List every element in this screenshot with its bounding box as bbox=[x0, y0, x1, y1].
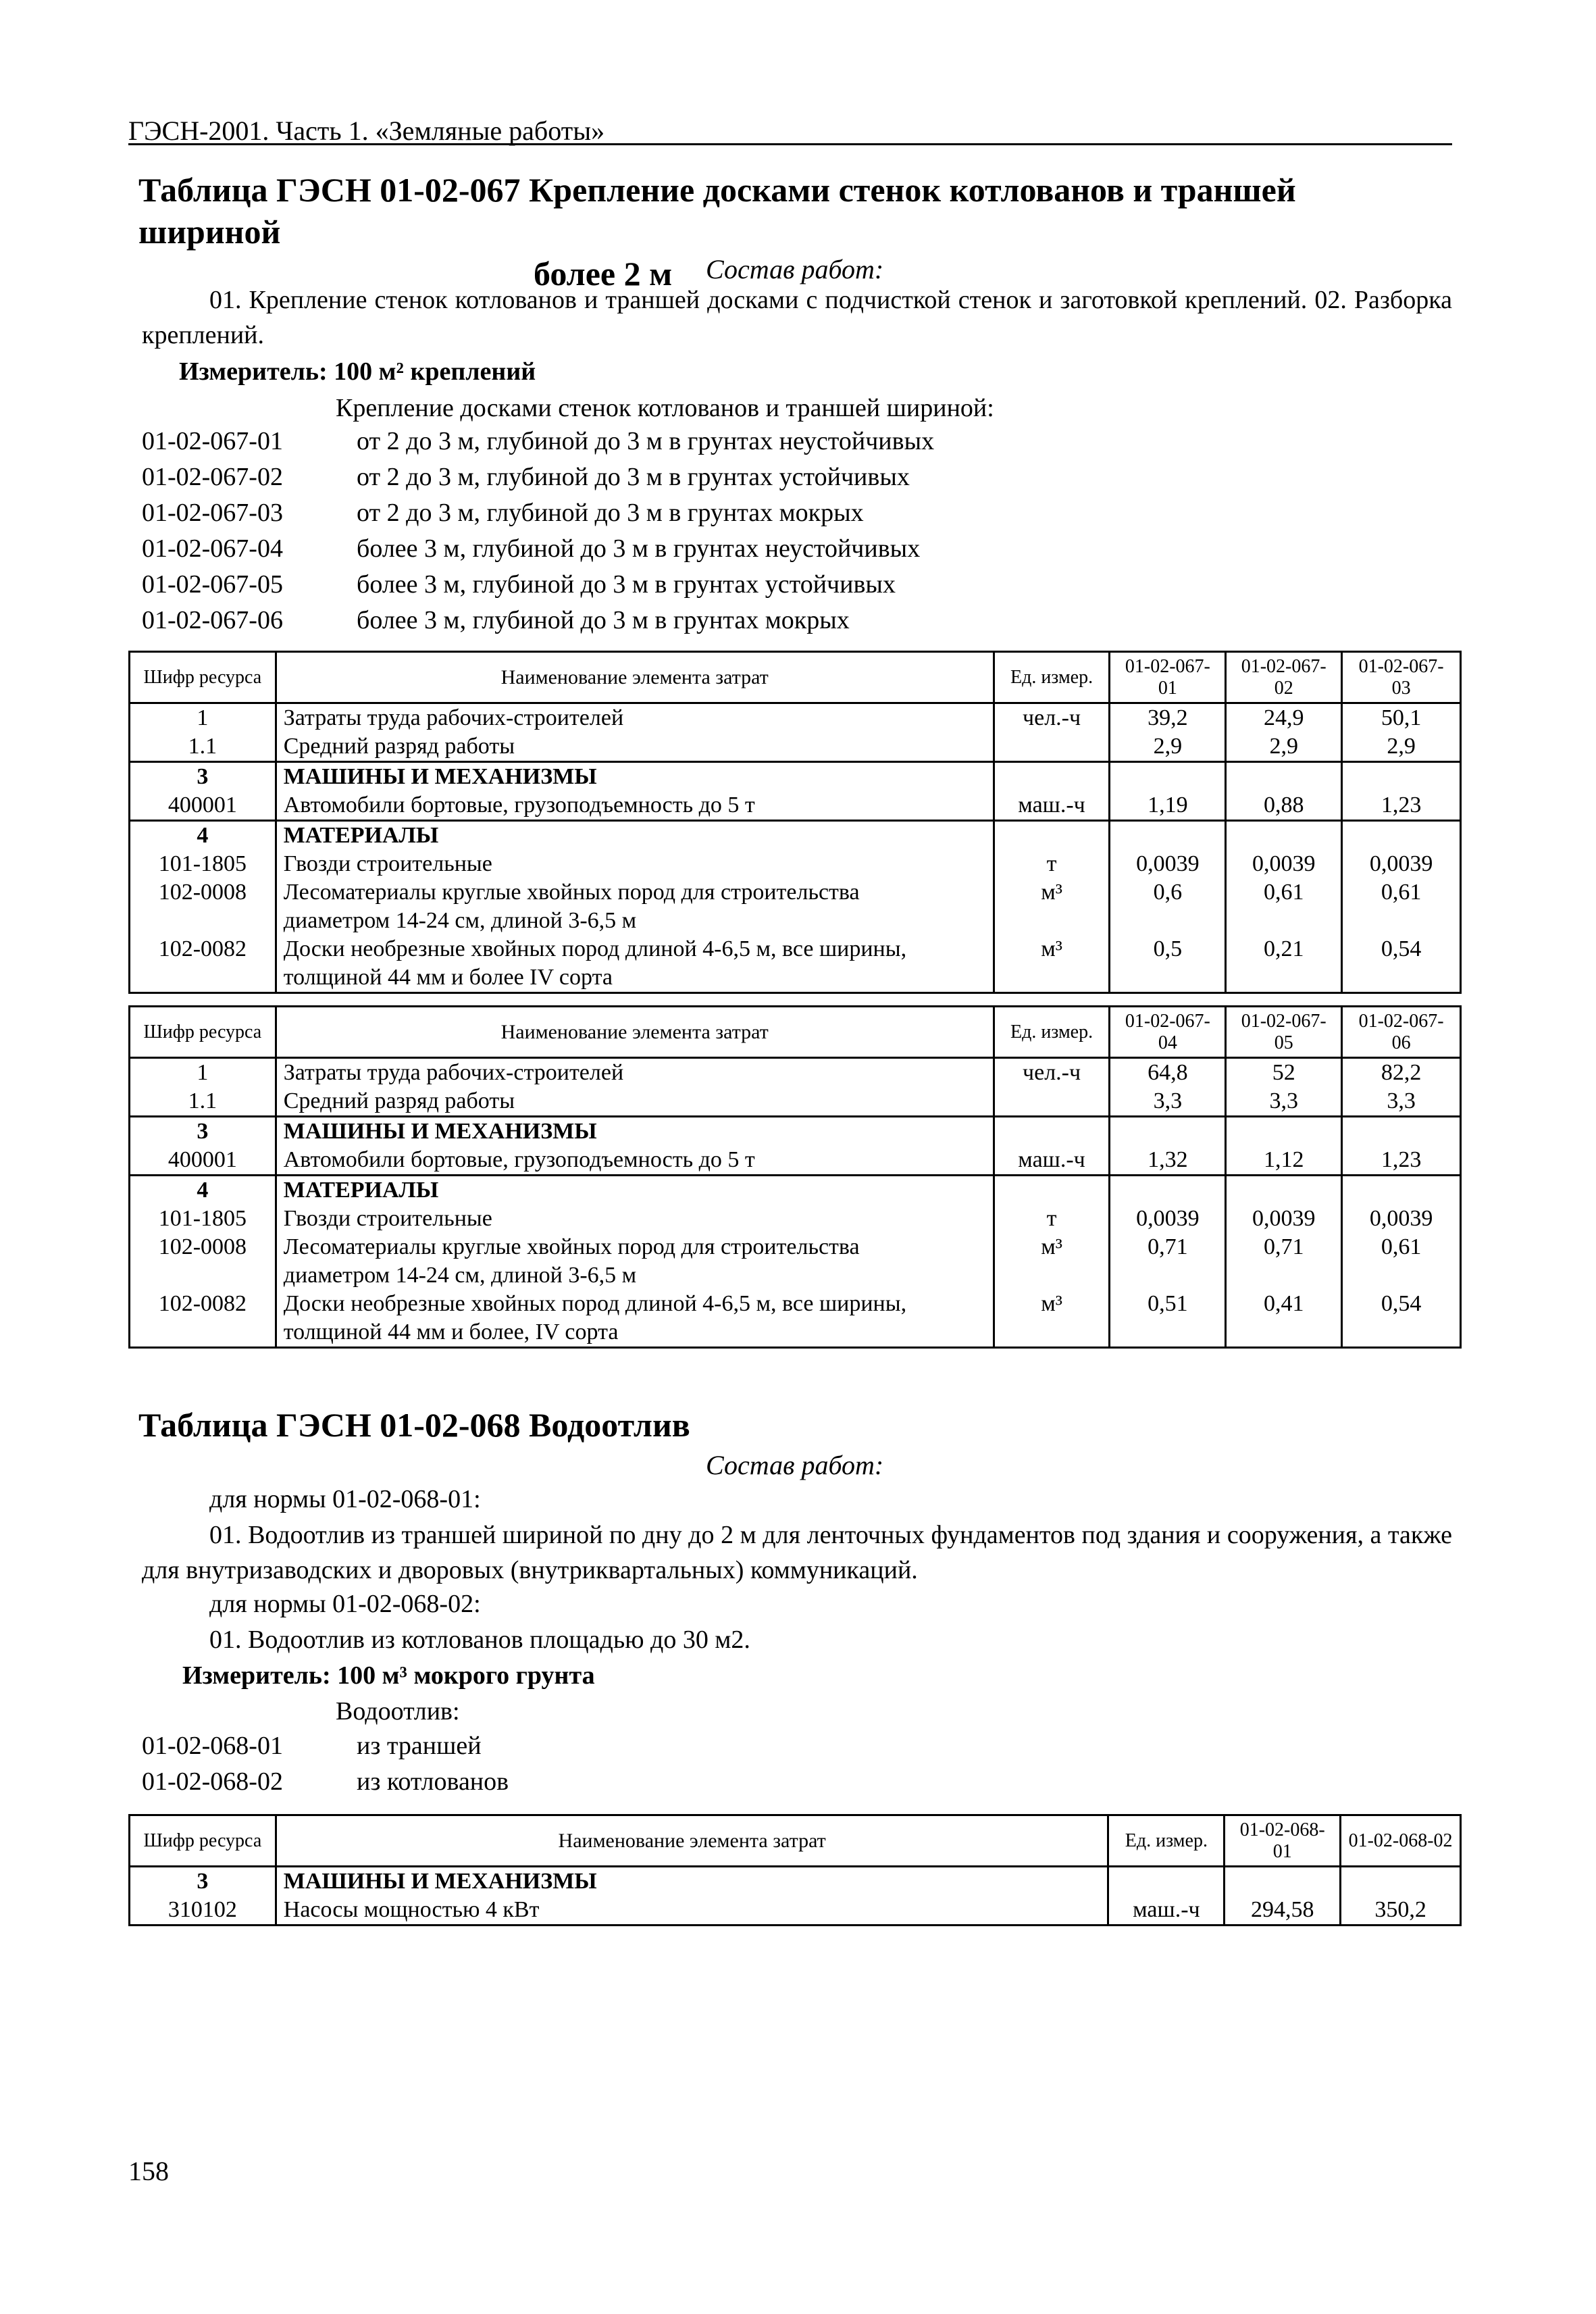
table-row bbox=[130, 1087, 1461, 1117]
cell-unit: маш.-ч bbox=[1108, 1896, 1225, 1926]
cell-unit bbox=[994, 1176, 1110, 1205]
header-divider bbox=[128, 143, 1452, 145]
table-067-title-line1: Таблица ГЭСН 01-02-067 Крепление досками стенок котлованов и траншей шириной bbox=[138, 171, 1296, 251]
norm1-label: для нормы 01-02-068-01: bbox=[209, 1485, 481, 1513]
cell-name bbox=[276, 1233, 994, 1290]
cell-section-heading: МАШИНЫ И МЕХАНИЗМЫ bbox=[276, 1117, 994, 1147]
cell-unit: чел.-ч bbox=[994, 1058, 1110, 1088]
cell-value: 0,54 bbox=[1342, 1290, 1461, 1348]
composition-label-068: Состав работ: bbox=[706, 1450, 884, 1480]
table-row bbox=[130, 1290, 1461, 1348]
cell-code: 400001 bbox=[130, 791, 276, 821]
item-list-067 bbox=[142, 423, 934, 638]
cell-value: 2,9 bbox=[1342, 732, 1461, 762]
cell-section-heading: МАШИНЫ И МЕХАНИЗМЫ bbox=[276, 1867, 1108, 1896]
cell-code: 1.1 bbox=[130, 1087, 276, 1117]
col-header-norm: 01-02-068-01 bbox=[1225, 1815, 1341, 1867]
cell-value bbox=[1110, 1176, 1226, 1205]
cell-value bbox=[1226, 1117, 1342, 1147]
cell-name-line2: толщиной 44 мм и более, IV сорта bbox=[283, 1319, 619, 1344]
cell-value: 0,61 bbox=[1342, 1233, 1461, 1290]
resource-table-067-b bbox=[128, 1005, 1462, 1349]
cell-value: 50,1 bbox=[1342, 703, 1461, 733]
table-row bbox=[130, 850, 1461, 878]
list-item bbox=[142, 423, 934, 459]
cell-unit bbox=[994, 762, 1110, 792]
list-item bbox=[142, 495, 934, 530]
col-header-code: Шифр ресурса bbox=[130, 1007, 276, 1058]
cell-name-line2: толщиной 44 мм и более IV сорта bbox=[283, 965, 613, 990]
table-row bbox=[130, 821, 1461, 851]
cell-value bbox=[1342, 821, 1461, 851]
cell-name bbox=[276, 935, 994, 993]
item-code: 01-02-067-06 bbox=[142, 605, 283, 634]
cell-value: 1,23 bbox=[1342, 1146, 1461, 1176]
col-header-norm: 01-02-068-02 bbox=[1341, 1815, 1461, 1867]
item-text: от 2 до 3 м, глубиной до 3 м в грунтах устойчивых bbox=[357, 462, 910, 491]
cell-value bbox=[1110, 762, 1226, 792]
cell-code: 3 bbox=[130, 1117, 276, 1147]
cell-value: 0,21 bbox=[1226, 935, 1342, 993]
cell-value bbox=[1342, 1117, 1461, 1147]
item-code: 01-02-067-03 bbox=[142, 498, 283, 527]
table-row bbox=[130, 762, 1461, 792]
col-header-name: Наименование элемента затрат bbox=[276, 1007, 994, 1058]
cell-name bbox=[276, 878, 994, 935]
cell-value: 0,0039 bbox=[1342, 850, 1461, 878]
table-row bbox=[130, 703, 1461, 733]
cell-value: 0,0039 bbox=[1110, 850, 1226, 878]
table-row bbox=[130, 791, 1461, 821]
cell-code: 101-1805 bbox=[130, 850, 276, 878]
cell-name-line1: Лесоматериалы круглые хвойных пород для строительства bbox=[283, 1234, 860, 1259]
cell-name: Средний разряд работы bbox=[276, 1087, 994, 1117]
measure-068: Измеритель: 100 м³ мокрого грунта bbox=[182, 1661, 595, 1690]
cell-value: 39,2 bbox=[1110, 703, 1226, 733]
item-code: 01-02-068-01 bbox=[142, 1731, 283, 1760]
cell-name bbox=[276, 1290, 994, 1348]
col-header-unit: Ед. измер. bbox=[994, 1007, 1110, 1058]
cell-value: 2,9 bbox=[1226, 732, 1342, 762]
item-list-068 bbox=[142, 1728, 509, 1799]
cell-section-heading: МАТЕРИАЛЫ bbox=[276, 1176, 994, 1205]
item-text: от 2 до 3 м, глубиной до 3 м в грунтах мокрых bbox=[357, 498, 864, 527]
cell-value: 0,0039 bbox=[1342, 1205, 1461, 1233]
table-header-row bbox=[130, 1815, 1461, 1867]
cell-value: 0,71 bbox=[1226, 1233, 1342, 1290]
cell-value: 2,9 bbox=[1110, 732, 1226, 762]
cell-value: 0,61 bbox=[1226, 878, 1342, 935]
item-code: 01-02-067-02 bbox=[142, 462, 283, 491]
cell-unit bbox=[994, 1087, 1110, 1117]
cell-value bbox=[1226, 1176, 1342, 1205]
table-row bbox=[130, 1117, 1461, 1147]
table-row bbox=[130, 935, 1461, 993]
table-067-title-line2: более 2 м bbox=[534, 255, 673, 293]
cell-value: 52 bbox=[1226, 1058, 1342, 1088]
table-row bbox=[130, 1233, 1461, 1290]
col-header-unit: Ед. измер. bbox=[1108, 1815, 1225, 1867]
cell-code: 102-0082 bbox=[130, 935, 276, 993]
col-header-name: Наименование элемента затрат bbox=[276, 652, 994, 703]
cell-value: 0,0039 bbox=[1110, 1205, 1226, 1233]
cell-name-line1: Доски необрезные хвойных пород длиной 4-6,5 м, все ширины, bbox=[283, 936, 907, 961]
cell-name-line1: Доски необрезные хвойных пород длиной 4-6,5 м, все ширины, bbox=[283, 1291, 907, 1316]
cell-value: 0,0039 bbox=[1226, 1205, 1342, 1233]
col-header-norm: 01-02-067-05 bbox=[1226, 1007, 1342, 1058]
table-header-row bbox=[130, 652, 1461, 703]
table-row bbox=[130, 1205, 1461, 1233]
list-item bbox=[142, 1763, 509, 1799]
cell-value: 64,8 bbox=[1110, 1058, 1226, 1088]
cell-unit bbox=[1108, 1867, 1225, 1896]
table-row bbox=[130, 1176, 1461, 1205]
composition-label-067: Состав работ: bbox=[706, 254, 884, 284]
item-code: 01-02-067-04 bbox=[142, 534, 283, 563]
item-code: 01-02-068-02 bbox=[142, 1767, 283, 1796]
cell-value bbox=[1342, 762, 1461, 792]
cell-code: 4 bbox=[130, 821, 276, 851]
cell-value: 3,3 bbox=[1226, 1087, 1342, 1117]
list-item bbox=[142, 566, 934, 602]
cell-code: 1 bbox=[130, 703, 276, 733]
col-header-norm: 01-02-067-04 bbox=[1110, 1007, 1226, 1058]
cell-value bbox=[1110, 1117, 1226, 1147]
col-header-name: Наименование элемента затрат bbox=[276, 1815, 1108, 1867]
col-header-code: Шифр ресурса bbox=[130, 1815, 276, 1867]
cell-value: 294,58 bbox=[1225, 1896, 1341, 1926]
cell-value: 82,2 bbox=[1342, 1058, 1461, 1088]
cell-value: 3,3 bbox=[1110, 1087, 1226, 1117]
cell-value bbox=[1226, 821, 1342, 851]
group-title-068: Водоотлив: bbox=[336, 1697, 460, 1726]
cell-unit bbox=[994, 732, 1110, 762]
cell-value: 1,12 bbox=[1226, 1146, 1342, 1176]
cell-value: 0,6 bbox=[1110, 878, 1226, 935]
norm1-text: 01. Водоотлив из траншей шириной по дну до 2 м для ленточных фундаментов под здания и сооружения, а также для внутризаводских и дворовых (внутриквартальных) коммуникаций. bbox=[142, 1521, 1452, 1584]
list-item bbox=[142, 459, 934, 495]
table-row bbox=[130, 878, 1461, 935]
cell-code: 1 bbox=[130, 1058, 276, 1088]
cell-unit: м³ bbox=[994, 935, 1110, 993]
item-text: из котлованов bbox=[357, 1767, 509, 1796]
cell-value: 1,23 bbox=[1342, 791, 1461, 821]
table-row bbox=[130, 1867, 1461, 1896]
cell-value: 3,3 bbox=[1342, 1087, 1461, 1117]
cell-code: 102-0008 bbox=[130, 878, 276, 935]
cell-unit: маш.-ч bbox=[994, 791, 1110, 821]
table-row bbox=[130, 1058, 1461, 1088]
cell-value: 0,88 bbox=[1226, 791, 1342, 821]
cell-value bbox=[1226, 762, 1342, 792]
cell-name: Насосы мощностью 4 кВт bbox=[276, 1896, 1108, 1926]
table-068-title: Таблица ГЭСН 01-02-068 Водоотлив bbox=[138, 1406, 690, 1444]
cell-name: Средний разряд работы bbox=[276, 732, 994, 762]
cell-unit: м³ bbox=[994, 1233, 1110, 1290]
cell-code: 102-0008 bbox=[130, 1233, 276, 1290]
cell-name-line2: диаметром 14-24 см, длиной 3-6,5 м bbox=[283, 908, 637, 933]
list-item bbox=[142, 602, 934, 638]
cell-name: Гвозди строительные bbox=[276, 850, 994, 878]
cell-value: 1,32 bbox=[1110, 1146, 1226, 1176]
list-item bbox=[142, 1728, 509, 1763]
cell-name-line1: Лесоматериалы круглые хвойных пород для строительства bbox=[283, 880, 860, 905]
cell-code: 1.1 bbox=[130, 732, 276, 762]
col-header-norm: 01-02-067-02 bbox=[1226, 652, 1342, 703]
cell-value bbox=[1341, 1867, 1461, 1896]
cell-name: Затраты труда рабочих-строителей bbox=[276, 1058, 994, 1088]
cell-name: Гвозди строительные bbox=[276, 1205, 994, 1233]
composition-text-067: 01. Крепление стенок котлованов и траншей досками с подчисткой стенок и заготовкой креплений. 02. Разборка креплений. bbox=[142, 286, 1452, 349]
cell-unit: м³ bbox=[994, 878, 1110, 935]
cell-value bbox=[1342, 1176, 1461, 1205]
col-header-unit: Ед. измер. bbox=[994, 652, 1110, 703]
cell-unit: чел.-ч bbox=[994, 703, 1110, 733]
cell-unit: т bbox=[994, 1205, 1110, 1233]
group-title-067: Крепление досками стенок котлованов и траншей шириной: bbox=[336, 394, 994, 422]
item-code: 01-02-067-05 bbox=[142, 570, 283, 599]
col-header-norm: 01-02-067-01 bbox=[1110, 652, 1226, 703]
cell-value: 1,19 bbox=[1110, 791, 1226, 821]
cell-section-heading: МАШИНЫ И МЕХАНИЗМЫ bbox=[276, 762, 994, 792]
cell-value: 0,0039 bbox=[1226, 850, 1342, 878]
item-code: 01-02-067-01 bbox=[142, 426, 283, 455]
cell-unit: м³ bbox=[994, 1290, 1110, 1348]
table-row bbox=[130, 1146, 1461, 1176]
resource-table-068 bbox=[128, 1814, 1462, 1926]
cell-unit bbox=[994, 1117, 1110, 1147]
measure-067: Измеритель: 100 м² креплений bbox=[179, 357, 536, 386]
cell-code: 101-1805 bbox=[130, 1205, 276, 1233]
resource-table-067-a bbox=[128, 651, 1462, 994]
cell-unit bbox=[994, 821, 1110, 851]
list-item bbox=[142, 530, 934, 566]
cell-unit: маш.-ч bbox=[994, 1146, 1110, 1176]
item-text: из траншей bbox=[357, 1731, 482, 1760]
col-header-norm: 01-02-067-06 bbox=[1342, 1007, 1461, 1058]
table-header-row bbox=[130, 1007, 1461, 1058]
cell-code: 3 bbox=[130, 762, 276, 792]
cell-value: 0,61 bbox=[1342, 878, 1461, 935]
cell-code: 4 bbox=[130, 1176, 276, 1205]
cell-value: 0,41 bbox=[1226, 1290, 1342, 1348]
cell-name-line2: диаметром 14-24 см, длиной 3-6,5 м bbox=[283, 1263, 637, 1288]
table-row bbox=[130, 732, 1461, 762]
item-text: более 3 м, глубиной до 3 м в грунтах мокрых bbox=[357, 605, 850, 634]
cell-name: Автомобили бортовые, грузоподъемность до 5 т bbox=[276, 791, 994, 821]
cell-value: 24,9 bbox=[1226, 703, 1342, 733]
cell-unit: т bbox=[994, 850, 1110, 878]
item-text: более 3 м, глубиной до 3 м в грунтах устойчивых bbox=[357, 570, 896, 599]
cell-value: 0,51 bbox=[1110, 1290, 1226, 1348]
cell-section-heading: МАТЕРИАЛЫ bbox=[276, 821, 994, 851]
cell-code: 3 bbox=[130, 1867, 276, 1896]
cell-value: 350,2 bbox=[1341, 1896, 1461, 1926]
cell-value bbox=[1110, 821, 1226, 851]
cell-name: Автомобили бортовые, грузоподъемность до 5 т bbox=[276, 1146, 994, 1176]
cell-value bbox=[1225, 1867, 1341, 1896]
col-header-code: Шифр ресурса bbox=[130, 652, 276, 703]
table-row bbox=[130, 1896, 1461, 1926]
cell-value: 0,5 bbox=[1110, 935, 1226, 993]
col-header-norm: 01-02-067-03 bbox=[1342, 652, 1461, 703]
cell-code: 102-0082 bbox=[130, 1290, 276, 1348]
norm2-label: для нормы 01-02-068-02: bbox=[209, 1590, 481, 1618]
cell-code: 310102 bbox=[130, 1896, 276, 1926]
running-header: ГЭСН-2001. Часть 1. «Земляные работы» bbox=[128, 116, 605, 146]
page-number: 158 bbox=[128, 2156, 169, 2186]
norm2-text: 01. Водоотлив из котлованов площадью до 30 м2. bbox=[209, 1626, 750, 1654]
cell-code: 400001 bbox=[130, 1146, 276, 1176]
cell-value: 0,54 bbox=[1342, 935, 1461, 993]
item-text: более 3 м, глубиной до 3 м в грунтах неустойчивых bbox=[357, 534, 921, 563]
cell-name: Затраты труда рабочих-строителей bbox=[276, 703, 994, 733]
item-text: от 2 до 3 м, глубиной до 3 м в грунтах неустойчивых bbox=[357, 426, 935, 455]
cell-value: 0,71 bbox=[1110, 1233, 1226, 1290]
